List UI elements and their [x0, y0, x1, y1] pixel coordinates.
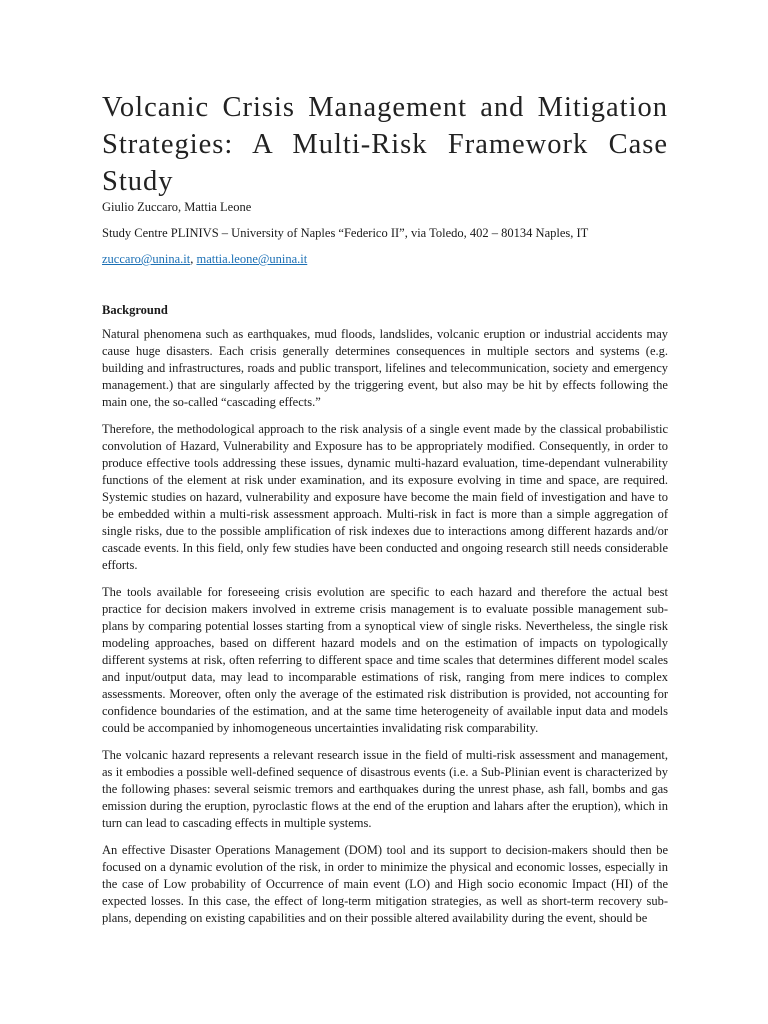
section-heading-background: Background — [102, 303, 168, 317]
affiliation: Study Centre PLINIVS – University of Naples “Federico II”, via Toledo, 402 – 80134 Naples, IT — [102, 226, 589, 240]
paragraph: An effective Disaster Operations Management (DOM) tool and its support to decision-makers should then be focused on a dynamic evolution of the risk, in order to minimize the physical and economic losses, especially in the case of Low probability of Occurrence of main event (LO) and High socio economic Impact (HI) of the expected losses. In this case, the effect of long-term mitigation strategies, as well as short-term recovery sub-plans, depending on existing capabilities and on their possible altered availability during the event, should be — [102, 843, 668, 925]
email-separator: , — [190, 252, 197, 266]
paragraph: Natural phenomena such as earthquakes, mud floods, landslides, volcanic eruption or industrial accidents may cause huge disasters. Each crisis generally determines consequences in multiple sectors and systems (e.g. building and infrastructures, roads and public transport, lifelines and telecommunication, society and emergency management.) that are singularly affected by the triggering event, but also may be hit by effects following the main one, the so-called “cascading effects.” — [102, 327, 668, 409]
body-text — [102, 326, 668, 937]
email-list — [102, 251, 668, 267]
paragraph: Therefore, the methodological approach to the risk analysis of a single event made by the classical probabilistic convolution of Hazard, Vulnerability and Exposure has to be appropriately modified. Consequently, in order to produce effective tools addressing these issues, dynamic multi-hazard evaluation, time-dependant vulnerability functions of the element at risk under examination, and its exposure evolving in time and space, are required. Systemic studies on hazard, vulnerability and exposure have become the main field of investigation and have to be embedded within a multi-risk assessment approach. Multi-risk in fact is more than a simple aggregation of single risks, due to the possible amplification of risk indexes due to interactions among different hazards and/or cascade events. In this field, only few studies have been conducted and ongoing research still needs considerable efforts. — [102, 422, 668, 572]
paragraph: The tools available for foreseeing crisis evolution are specific to each hazard and therefore the actual best practice for decision makers involved in extreme crisis management is to evaluate possible management sub-plans by comparing potential losses starting from a synoptical view of single risks. Nevertheless, the single risk modeling approaches, based on different hazard models and on the estimation of impacts on typologically different systems at risk, often referring to different space and time scales that determines different model scales and input/output data, may lead to incomparable estimations of risk, ranging from mere indices to complex assessments. Moreover, often only the average of the estimated risk distribution is provided, not accounting for confidence boundaries of the estimation, and at the same time heterogeneity of available input data and models could be accompanied by inhomogeneous uncertainties invalidating risk comparability. — [102, 585, 668, 735]
email-link-zuccaro[interactable]: zuccaro@unina.it — [102, 252, 191, 266]
paragraph: The volcanic hazard represents a relevant research issue in the field of multi-risk assessment and management, as it embodies a possible well-defined sequence of disastrous events (i.e. a Sub-Plinian event is characterized by the following phases: several seismic tremors and earthquakes during the unrest phase, ash fall, bombs and gas emission during the eruption, pyroclastic flows at the end of the eruption and lahars after the eruption), which in turn can lead to cascading effects in multiple systems. — [102, 748, 668, 830]
author-list: Giulio Zuccaro, Mattia Leone — [102, 200, 252, 214]
paper-title: Volcanic Crisis Management and Mitigation Strategies: A Multi-Risk Framework Case Study — [102, 92, 668, 197]
email-link-leone[interactable]: mattia.leone@unina.it — [196, 252, 308, 266]
